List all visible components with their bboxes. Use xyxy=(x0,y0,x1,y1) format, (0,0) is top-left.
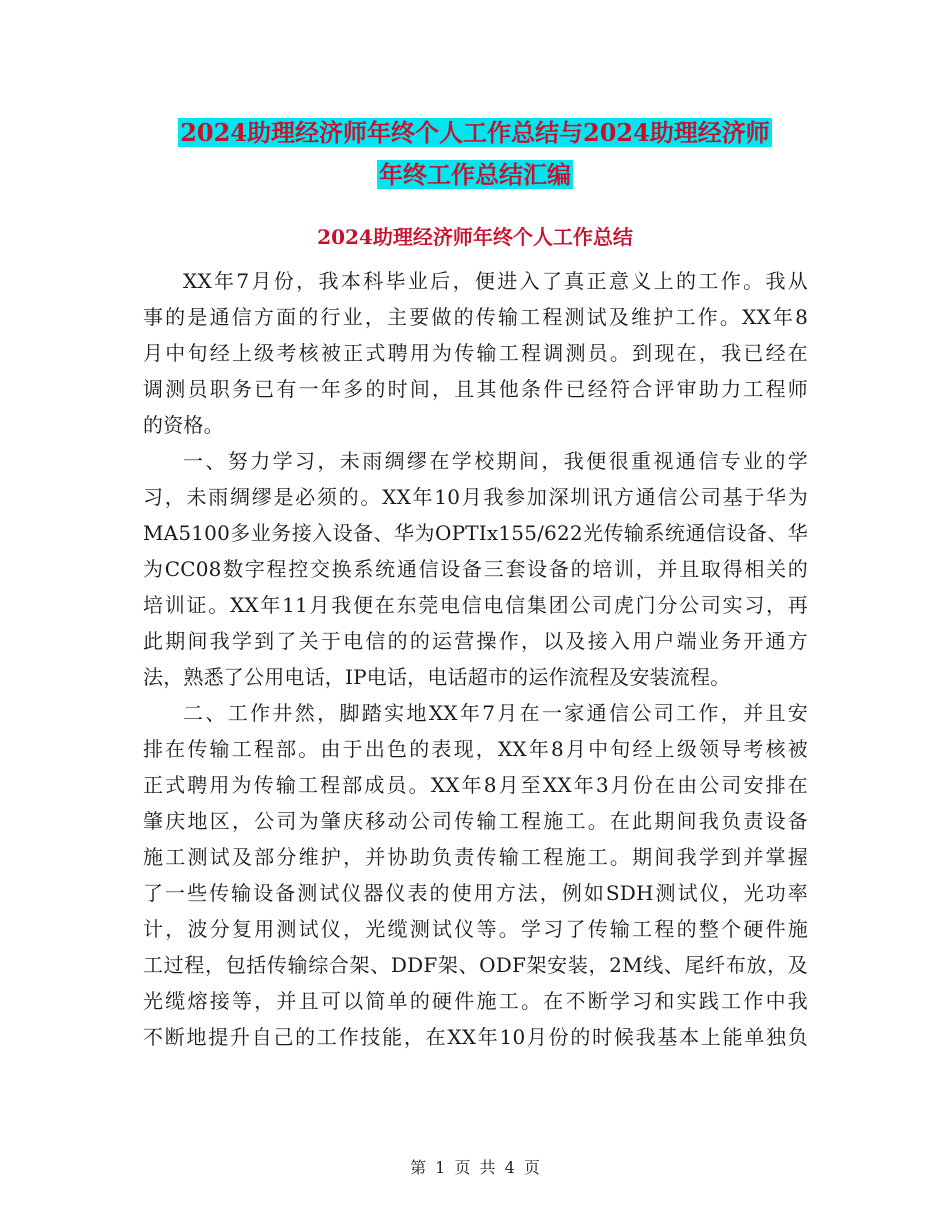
paragraph-line: 此期间我学到了关于电信的的运营操作，以及接入用户端业务开通方 xyxy=(143,629,808,653)
section-title: 2024助理经济师年终个人工作总结 xyxy=(317,225,633,249)
paragraph-line: MA5100多业务接入设备、华为OPTIx155/622光传输系统通信设备、华 xyxy=(143,521,808,545)
paragraph-line: 一、努力学习，未雨绸缪在学校期间，我便很重视通信专业的学 xyxy=(183,449,808,473)
paragraph-line: 调测员职务已有一年多的时间，且其他条件已经符合评审助力工程师 xyxy=(143,377,808,401)
paragraph-line: 施工测试及部分维护，并协助负责传输工程施工。期间我学到并掌握 xyxy=(143,845,808,869)
paragraph-line: 排在传输工程部。由于出色的表现，XX年8月中旬经上级领导考核被 xyxy=(143,737,808,761)
paragraph-line: 事的是通信方面的行业，主要做的传输工程测试及维护工作。XX年8 xyxy=(143,305,808,329)
paragraph xyxy=(143,263,808,443)
paragraph-line: 法，熟悉了公用电话，IP电话，电话超市的运作流程及安装流程。 xyxy=(143,665,731,689)
paragraph-line: 月中旬经上级考核被正式聘用为传输工程调测员。到现在，我已经在 xyxy=(143,341,808,365)
body-text xyxy=(143,263,808,1055)
paragraph-line: 计，波分复用测试仪，光缆测试仪等。学习了传输工程的整个硬件施 xyxy=(143,917,808,941)
document-title xyxy=(0,112,950,196)
paragraph-line: 工过程，包括传输综合架、DDF架、ODF架安装，2M线、尾纤布放，及 xyxy=(143,953,808,977)
paragraph-line: 正式聘用为传输工程部成员。XX年8月至XX年3月份在由公司安排在 xyxy=(143,773,808,797)
title-line-2: 年终工作总结汇编 xyxy=(379,160,571,189)
paragraph-line: 不断地提升自己的工作技能，在XX年10月份的时候我基本上能单独负 xyxy=(143,1025,808,1049)
paragraph-line: 培训证。XX年11月我便在东莞电信电信集团公司虎门分公司实习，再 xyxy=(143,593,808,617)
title-line-1: 2024助理经济师年终个人工作总结与2024助理经济师 xyxy=(180,118,770,147)
paragraph xyxy=(143,443,808,695)
paragraph-line: XX年7月份，我本科毕业后，便进入了真正意义上的工作。我从 xyxy=(183,269,808,293)
paragraph-line: 了一些传输设备测试仪器仪表的使用方法，例如SDH测试仪，光功率 xyxy=(143,881,808,905)
paragraph-line: 光缆熔接等，并且可以简单的硬件施工。在不断学习和实践工作中我 xyxy=(143,989,808,1013)
paragraph-line: 二、工作井然，脚踏实地XX年7月在一家通信公司工作，并且安 xyxy=(183,701,808,725)
paragraph-line: 的资格。 xyxy=(143,413,224,437)
paragraph-line: 肇庆地区，公司为肇庆移动公司传输工程施工。在此期间我负责设备 xyxy=(143,809,808,833)
page-footer: 第 1 页 共 4 页 xyxy=(410,1158,540,1177)
paragraph-line: 为CC08数字程控交换系统通信设备三套设备的培训，并且取得相关的 xyxy=(143,557,808,581)
paragraph xyxy=(143,695,808,1055)
paragraph-line: 习，未雨绸缪是必须的。XX年10月我参加深圳讯方通信公司基于华为 xyxy=(143,485,808,509)
